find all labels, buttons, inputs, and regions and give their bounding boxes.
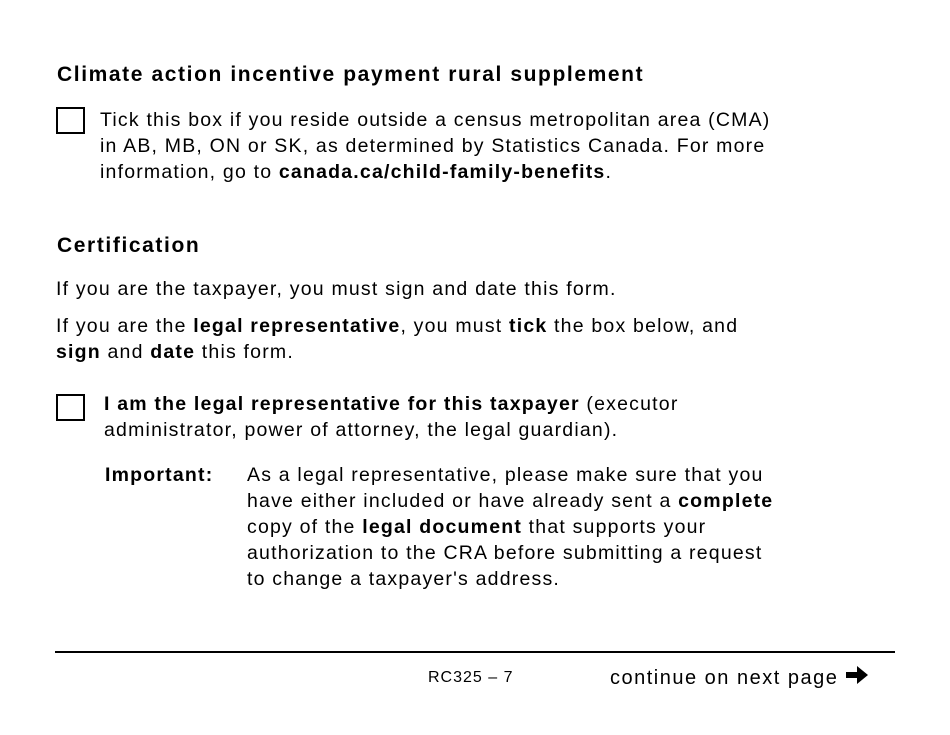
important-label-text: Important: xyxy=(105,464,214,486)
cert-rep-b2: tick xyxy=(509,315,548,337)
arrow-right-icon xyxy=(844,664,870,692)
rural-supplement-heading: Climate action incentive payment rural supplement xyxy=(57,63,645,86)
important-label xyxy=(105,462,213,488)
rural-supplement-text xyxy=(100,107,770,185)
continue-next-page xyxy=(610,664,870,692)
cert-rep-t2: , you must xyxy=(400,315,510,337)
child-family-benefits-link[interactable]: canada.ca/child-family-benefits xyxy=(278,161,606,183)
important-note-text xyxy=(247,462,773,592)
cert-rep-t1: If you are the xyxy=(56,315,194,337)
legal-rep-line-1 xyxy=(104,391,679,417)
certification-heading: Certification xyxy=(57,234,201,257)
cert-rep-t5: this form. xyxy=(195,341,294,363)
important-line-2 xyxy=(247,488,773,514)
rural-text-line-2: in AB, MB, ON or SK, as determined by Statistics Canada. For more xyxy=(100,135,766,157)
footer-divider xyxy=(55,651,895,653)
legal-rep-bold: I am the legal representative for this taxpayer xyxy=(104,393,580,415)
rural-text-line-3 xyxy=(100,159,770,185)
legal-rep-rest: (executor xyxy=(579,393,679,415)
cert-rep-t3: the box below, and xyxy=(547,315,739,337)
cert-rep-b4: date xyxy=(150,341,196,363)
important-line-4: authorization to the CRA before submitting a request xyxy=(247,542,763,564)
rural-supplement-checkbox[interactable] xyxy=(56,107,85,134)
legal-representative-checkbox[interactable] xyxy=(56,394,85,421)
legal-rep-line-2: administrator, power of attorney, the legal guardian). xyxy=(104,419,619,441)
rural-text-line-1: Tick this box if you reside outside a census metropolitan area (CMA) xyxy=(100,109,771,131)
rural-text-line-3-lead: information, go to xyxy=(100,161,279,183)
important-line-2-text: have either included or have already sent a xyxy=(247,490,679,512)
certification-taxpayer-text: If you are the taxpayer, you must sign and date this form. xyxy=(56,278,617,300)
cert-rep-line-1 xyxy=(56,313,738,339)
cert-rep-b3: sign xyxy=(56,341,101,363)
important-line-5: to change a taxpayer's address. xyxy=(247,568,561,590)
cert-rep-line-2 xyxy=(56,339,738,365)
important-line-3-text-a: copy of the xyxy=(247,516,363,538)
legal-representative-text xyxy=(104,391,679,443)
continue-text: continue on next page xyxy=(610,666,839,689)
important-line-2-bold: complete xyxy=(678,490,774,512)
important-line-3-text-b: that supports your xyxy=(522,516,707,538)
certification-representative-text xyxy=(56,313,738,365)
important-line-3-bold: legal document xyxy=(362,516,523,538)
rural-text-line-3-end: . xyxy=(605,161,613,183)
cert-rep-b1: legal representative xyxy=(193,315,401,337)
form-page-number: RC325 – 7 xyxy=(428,669,514,686)
important-line-1: As a legal representative, please make sure that you xyxy=(247,464,764,486)
cert-rep-t4: and xyxy=(100,341,151,363)
important-line-3 xyxy=(247,514,773,540)
